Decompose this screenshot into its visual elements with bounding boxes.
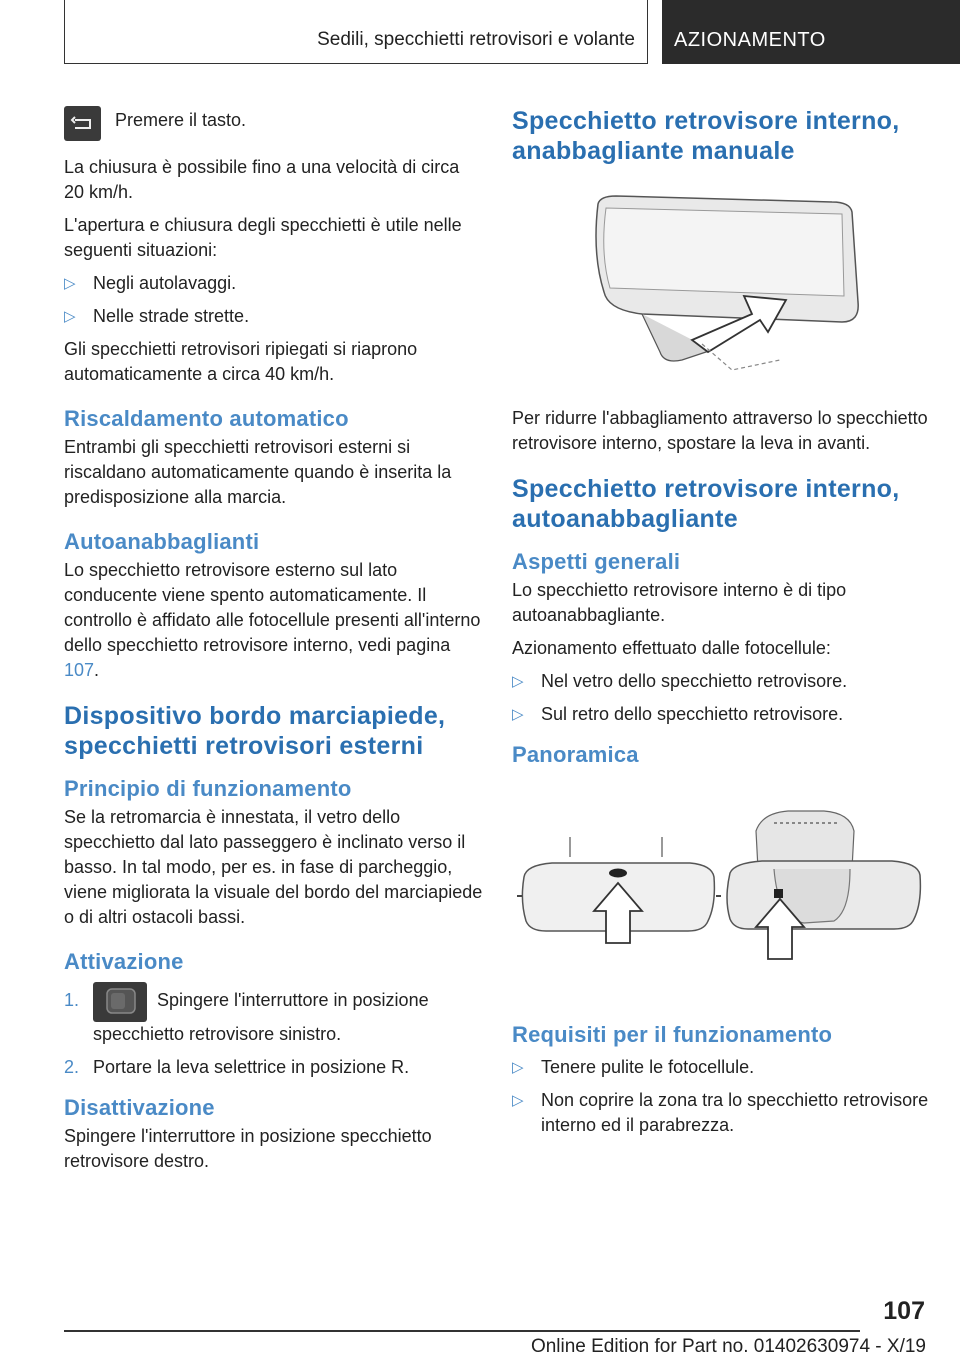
header-chapter-title: AZIONAMENTO [674, 29, 826, 51]
photocells-text: Azionamento effettuato dalle fotocellule: [512, 638, 831, 658]
bullet-triangle-icon: ▷ [512, 1092, 524, 1109]
list-item: ▷ Nel vetro dello specchietto retrovisore. [512, 669, 932, 694]
header-chapter-tab[interactable] [662, 0, 960, 64]
bullet-triangle-icon: ▷ [512, 706, 524, 723]
list-item: ▷ Non coprire la zona tra lo specchietto retrovisore interno ed il parabrezza. [512, 1088, 932, 1138]
heading-general: Aspetti generali [512, 549, 681, 574]
header-section-title: Sedili, specchietti retrovisori e volante [317, 29, 635, 50]
auto-heating-text: Entrambi gli specchietti retrovisori esterni si riscaldano automaticamente quando è inserita la predisposizione alla marcia. [64, 437, 452, 507]
heading-auto-dimming-mirror: Specchietto retrovisore interno, autoanabbagliante [512, 475, 900, 533]
footer-divider [64, 1330, 860, 1332]
principle-text: Se la retromarcia è innestata, il vetro dello specchietto dal lato passeggero è inclinato verso il basso. In tal modo, per es. in fase di parcheggio, viene migliorata la visuale del bordo del marciapiede o di altri ostacoli bassi. [64, 807, 483, 927]
reopen-text: Gli specchietti retrovisori ripiegati si riaprono automaticamente a circa 40 km/h. [64, 339, 418, 384]
bullet-triangle-icon: ▷ [64, 308, 76, 325]
heading-activation: Attivazione [64, 949, 184, 974]
list-item: 2. Portare la leva selettrice in posizione R. [64, 1057, 410, 1077]
autodimming-text: Lo specchietto retrovisore esterno sul lato conducente viene spento automaticamente. Il controllo è affidato alle fotocellule presenti all'interno dello specchietto retrovisore interno, vedi pagina [64, 560, 481, 655]
footer-edition: Online Edition for Part no. 01402630974 - X/19 [530, 1336, 926, 1357]
deactivation-text: Spingere l'interruttore in posizione specchietto retrovisore destro. [64, 1126, 432, 1171]
bullet-triangle-icon: ▷ [512, 1059, 524, 1076]
list-item: ▷ Nelle strade strette. [64, 304, 484, 329]
bullet-triangle-icon: ▷ [512, 673, 524, 690]
header-section-box [64, 0, 648, 64]
press-button-text: Premere il tasto. [115, 110, 247, 130]
heading-principle: Principio di funzionamento [64, 776, 352, 801]
heading-requirements: Requisiti per il funzionamento [512, 1022, 833, 1047]
manual-mirror-illustration [512, 174, 932, 406]
page-number: 107 [883, 1297, 925, 1325]
press-button-row [64, 106, 484, 141]
list-item: 1. Spingere l'interruttore in posizione specchietto retrovisore sinistro. [64, 988, 484, 1047]
heading-overview: Panoramica [512, 742, 639, 767]
photocell-overview-illustration [512, 771, 932, 1021]
list-item: ▷ Negli autolavaggi. [64, 271, 484, 296]
heading-deactivation: Disattivazione [64, 1095, 215, 1120]
page-reference-link[interactable]: 107 [64, 660, 95, 680]
heading-auto-heating: Riscaldamento automatico [64, 406, 349, 431]
heading-curb-function: Dispositivo bordo marciapiede, specchietti retrovisori esterni [64, 702, 446, 760]
list-item: ▷ Sul retro dello specchietto retrovisore. [512, 702, 932, 727]
useful-situations-text: L'apertura e chiusura degli specchietti è utile nelle seguenti situazioni: [64, 215, 462, 260]
heading-manual-dimming: Specchietto retrovisore interno, anabbagliante manuale [512, 107, 900, 165]
manual-dimming-text: Per ridurre l'abbagliamento attraverso lo specchietto retrovisore interno, spostare la leva in avanti. [512, 408, 928, 453]
list-item: ▷ Tenere pulite le fotocellule. [512, 1055, 932, 1080]
mirror-switch-icon [93, 982, 147, 1022]
bullet-triangle-icon: ▷ [64, 275, 76, 292]
left-column: Premere il tasto. La chiusura è possibile fino a una velocità di circa 20 km/h. L'apertura e chiusura degli specchietti è utile nelle seguenti situazioni: ▷ Negli autolavaggi. ▷ Nelle strade strette. Gli specchietti retrovisori ripiegati si riaprono automaticamente a circa 40 km/h. Riscaldamento automatico Entrambi gli specchietti retrovisori esterni si riscaldano automaticamente quando è inserita la predisposizione alla marcia. Autoanabbaglianti Lo specchietto retrovisore esterno sul lato conducente viene spento automaticamente. Il controllo è affidato alle fotocellule presenti all'interno dello specchietto retrovisore interno, vedi pagina 107. Dispositivo bordo marciapiede, specchietti retrovisori esterni Principio di funzionamento Se la retromarcia è innestata, il vetro dello specchietto dal lato passeggero è inclinato verso il basso. In tal modo, per es. in fase di parcheggio, viene migliorata la visuale del bordo del marciapiede o di altri ostacoli bassi. Attivazione 1. Spingere l'interruttore in posizione specchietto retrovisore sinistro. 2. Portare la leva selettrice in posizione R. Disattivazione Spingere l'interruttore in posizione specchietto retrovisore destro. [64, 106, 484, 1182]
fold-mirror-button-icon [64, 106, 101, 141]
speed-limit-text: La chiusura è possibile fino a una velocità di circa 20 km/h. [64, 157, 460, 202]
general-text: Lo specchietto retrovisore interno è di tipo autoanabbagliante. [512, 580, 847, 625]
heading-autodimming: Autoanabbaglianti [64, 529, 260, 554]
right-column [512, 106, 932, 1146]
